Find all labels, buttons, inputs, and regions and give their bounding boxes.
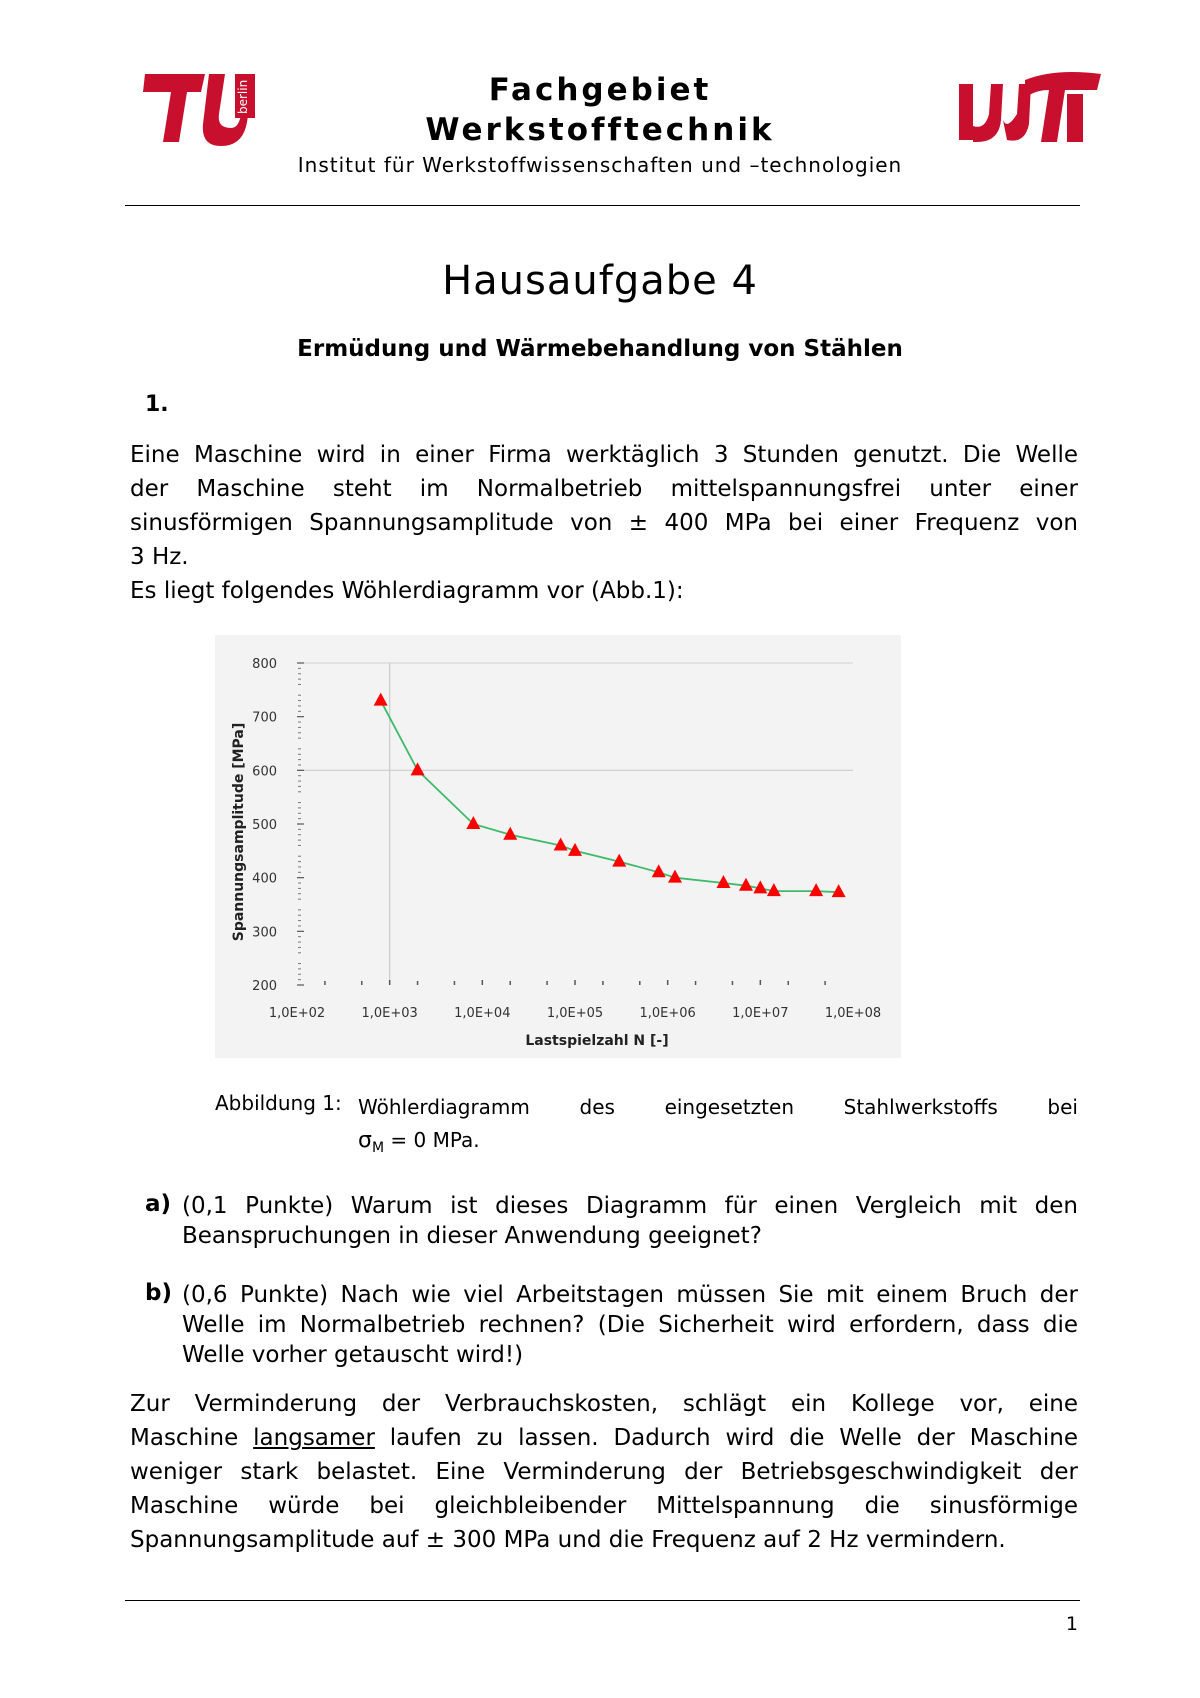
closing-line: Spannungsamplitude auf ± 300 MPa und die Frequenz auf 2 Hz vermindern. xyxy=(130,1527,1006,1553)
x-tick-label: 1,0E+07 xyxy=(732,1006,789,1021)
question-line: Beanspruchungen in dieser Anwendung geeignet? xyxy=(182,1223,762,1249)
closing-line2-pre: Maschine xyxy=(130,1425,254,1451)
data-point-marker xyxy=(374,693,388,706)
emphasis-langsamer: langsamer xyxy=(253,1425,375,1451)
y-tick-label: 800 xyxy=(252,657,277,672)
y-tick-label: 300 xyxy=(252,925,277,941)
chart-y-axis xyxy=(252,657,304,994)
figure-caption-label: Abbildung 1: xyxy=(215,1091,342,1115)
question-line: Welle vorher getauscht wird!) xyxy=(182,1342,524,1368)
header-institute: Institut für Werkstoffwissenschaften und –technologien xyxy=(297,153,903,177)
figure-intro: Es liegt folgendes Wöhlerdiagramm vor (Abb.1): xyxy=(130,578,684,604)
data-point-marker xyxy=(716,875,730,888)
x-tick-label: 1,0E+08 xyxy=(824,1006,882,1021)
chart-x-label: Lastspielzahl N [-] xyxy=(525,1033,669,1049)
intro-line: der Maschine steht im Normalbetrieb mittelspannungsfrei unter einer xyxy=(130,476,1078,502)
document-subtitle: Ermüdung und Wärmebehandlung von Stählen xyxy=(297,336,903,362)
x-tick-label: 1,0E+03 xyxy=(361,1006,418,1021)
chart-x-axis xyxy=(269,980,881,1021)
woehler-chart-panel xyxy=(215,635,901,1058)
x-tick-label: 1,0E+06 xyxy=(639,1006,696,1021)
woehler-chart xyxy=(215,635,901,1058)
intro-paragraph xyxy=(130,438,1078,608)
closing-line2-post: laufen zu lassen. Dadurch wird die Welle der Maschine xyxy=(374,1425,1078,1451)
x-tick-label: 1,0E+02 xyxy=(268,1006,326,1021)
question-a-text xyxy=(182,1191,1078,1251)
chart-grid xyxy=(297,663,853,985)
y-tick-label: 400 xyxy=(252,871,277,887)
data-point-marker xyxy=(411,762,425,775)
header-title-line2: Werkstofftechnik xyxy=(425,112,775,148)
chart-y-label: Spannungsamplitude [MPa] xyxy=(231,722,247,942)
data-point-marker xyxy=(809,883,823,896)
closing-line xyxy=(130,1421,1078,1455)
question-b-label: b) xyxy=(145,1280,172,1306)
page-number: 1 xyxy=(1065,1613,1078,1635)
question-line: (0,6 Punkte) Nach wie viel Arbeitstagen müssen Sie mit einem Bruch der xyxy=(182,1282,1078,1308)
caption-line2 xyxy=(358,1124,1078,1165)
caption-rest: = 0 MPa. xyxy=(384,1128,480,1152)
closing-line: Zur Verminderung der Verbrauchskosten, schlägt ein Kollege vor, eine xyxy=(130,1391,1078,1417)
task-number: 1. xyxy=(145,392,169,417)
closing-line: Maschine würde bei gleichbleibender Mittelspannung die sinusförmige xyxy=(130,1493,1078,1519)
x-tick-label: 1,0E+05 xyxy=(546,1006,604,1021)
wt-logo xyxy=(955,70,1105,150)
y-tick-label: 600 xyxy=(252,764,277,780)
figure-caption xyxy=(358,1091,1078,1165)
chart-series-line xyxy=(381,701,839,893)
chart-markers xyxy=(374,693,846,898)
question-b-text xyxy=(182,1280,1078,1370)
intro-line: Eine Maschine wird in einer Firma werktäglich 3 Stunden genutzt. Die Welle xyxy=(130,442,1078,468)
data-point-marker xyxy=(466,816,480,829)
document-title: Hausaufgabe 4 xyxy=(442,258,758,304)
data-point-marker xyxy=(832,884,846,897)
caption-sigma: σ xyxy=(358,1128,372,1153)
y-tick-label: 500 xyxy=(252,818,277,833)
closing-line: weniger stark belastet. Eine Verminderung der Betriebsgeschwindigkeit der xyxy=(130,1459,1078,1485)
series-line-path xyxy=(381,701,839,893)
x-tick-label: 1,0E+04 xyxy=(454,1006,511,1021)
question-line: Welle im Normalbetrieb rechnen? (Die Sicherheit wird erfordern, dass die xyxy=(182,1312,1078,1338)
intro-line: 3 Hz. xyxy=(130,544,189,570)
footer-divider xyxy=(125,1600,1080,1601)
y-tick-label: 200 xyxy=(252,979,277,994)
closing-paragraph xyxy=(130,1387,1078,1557)
caption-line1: Wöhlerdiagramm des eingesetzten Stahlwerkstoffs bei xyxy=(358,1095,1078,1119)
header-title-line1: Fachgebiet xyxy=(488,72,712,108)
intro-line: sinusförmigen Spannungsamplitude von ± 400 MPa bei einer Frequenz von xyxy=(130,510,1078,536)
logo-berlin-text: berlin xyxy=(236,79,250,114)
question-line: (0,1 Punkte) Warum ist dieses Diagramm für einen Vergleich mit den xyxy=(182,1193,1078,1219)
y-tick-label: 700 xyxy=(252,710,277,726)
caption-sub: M xyxy=(371,1140,385,1156)
header-divider xyxy=(125,205,1080,206)
tu-berlin-logo xyxy=(143,70,258,150)
question-a-label: a) xyxy=(145,1191,172,1217)
